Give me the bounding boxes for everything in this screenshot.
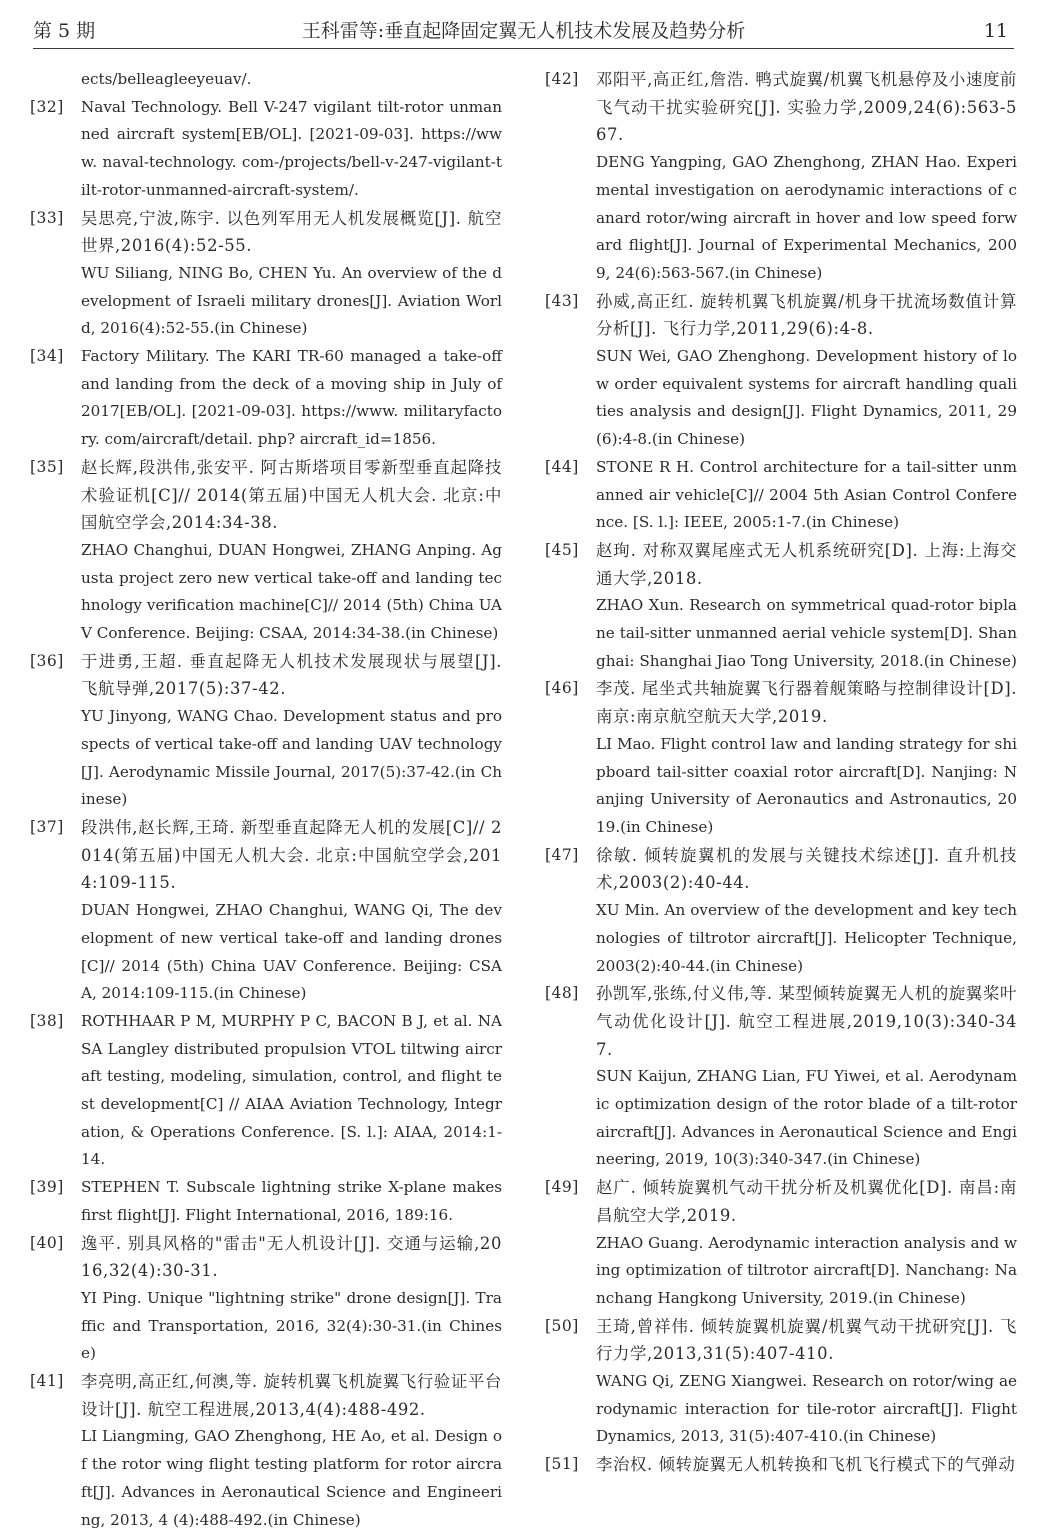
reference-entry: [30, 648, 502, 814]
reference-entry: [30, 454, 502, 648]
reference-number: [43]: [545, 291, 579, 310]
reference-text-chinese: 邓阳平,高正红,詹浩. 鸭式旋翼/机翼飞机悬停及小速度前飞气动干扰实验研究[J]. 实验力学,2009,24(6):563-567.: [596, 70, 1017, 145]
reference-entry: [545, 1451, 1017, 1479]
reference-entry: [545, 537, 1017, 676]
reference-text-english: ZHAO Guang. Aerodynamic interaction analysis and wing optimization of tiltrotor aircraft[D]. Nanchang: Nanchang Hangkong University, 2019.(in Chinese): [596, 1233, 1017, 1307]
reference-number: [35]: [30, 457, 64, 476]
reference-text-english: SUN Wei, GAO Zhenghong. Development history of low order equivalent systems for aircraft handling qualities analysis and design[J]. Flight Dynamics, 2011, 29(6):4-8.(in Chinese): [596, 347, 1017, 449]
running-header: [33, 14, 1014, 49]
reference-text-chinese: 王琦,曾祥伟. 倾转旋翼机旋翼/机翼气动干扰研究[J]. 飞行力学,2013,31(5):407-410.: [596, 1316, 1017, 1364]
reference-entry: [30, 1368, 502, 1534]
reference-text-english: WU Siliang, NING Bo, CHEN Yu. An overview of the development of Israeli military drones[J]. Aviation World, 2016(4):52-55.(in Chinese): [81, 263, 502, 338]
reference-entry: [545, 66, 1017, 288]
reference-entry: [30, 1008, 502, 1174]
page-number: 11: [983, 20, 1008, 42]
reference-number: [37]: [30, 817, 64, 836]
reference-text-english: STONE R H. Control architecture for a tail-sitter unmanned air vehicle[C]// 2004 5th Asian Control Conference. [S. l.]: IEEE, 2005:1-7.(in Chinese): [596, 457, 1017, 532]
reference-text-english: WANG Qi, ZENG Xiangwei. Research on rotor/wing aerodynamic interaction for tile-rotor aircraft[J]. Flight Dynamics, 2013, 31(5):407-410.(in Chinese): [596, 1372, 1017, 1446]
reference-entry: [545, 980, 1017, 1174]
reference-number: [36]: [30, 651, 64, 670]
reference-text-chinese: 李亮明,高正红,何澳,等. 旋转机翼飞机旋翼飞行验证平台设计[J]. 航空工程进展,2013,4(4):488-492.: [81, 1372, 502, 1419]
reference-number: [32]: [30, 97, 64, 116]
reference-entry: [545, 1313, 1017, 1452]
reference-number: [49]: [545, 1178, 579, 1197]
reference-entry: [30, 343, 502, 454]
reference-text-chinese: 赵广. 倾转旋翼机气动干扰分析及机翼优化[D]. 南昌:南昌航空大学,2019.: [596, 1178, 1017, 1225]
reference-entry: [30, 94, 502, 205]
reference-entry: [30, 814, 502, 1008]
reference-text-chinese: 逸平. 别具风格的"雷击"无人机设计[J]. 交通与运输,2016,32(4):30-31.: [81, 1233, 502, 1281]
reference-number: [39]: [30, 1178, 64, 1197]
reference-text-chinese: 孙威,高正红. 旋转机翼飞机旋翼/机身干扰流场数值计算分析[J]. 飞行力学,2011,29(6):4-8.: [596, 291, 1017, 339]
reference-number: [40]: [30, 1233, 64, 1252]
reference-text-english: ZHAO Xun. Research on symmetrical quad-rotor biplane tail-sitter unmanned aerial vehicle system[D]. Shanghai: Shanghai Jiao Tong University, 2018.(in Chinese): [596, 596, 1017, 670]
reference-number: [33]: [30, 208, 64, 227]
reference-text-english: DUAN Hongwei, ZHAO Changhui, WANG Qi, The development of new vertical take-off and landing drones[C]// 2014 (5th) China UAV Conference. Beijing: CSAA, 2014:109-115.(in Chinese): [81, 901, 502, 1003]
reference-continuation-text: ects/belleagleeyeuav/.: [81, 70, 252, 88]
reference-entry: [545, 842, 1017, 981]
issue-label: 第 5 期: [33, 20, 96, 42]
reference-text-chinese: 孙凯军,张练,付义伟,等. 某型倾转旋翼无人机的旋翼桨叶气动优化设计[J]. 航空工程进展,2019,10(3):340-347.: [596, 984, 1017, 1059]
reference-text-english: STEPHEN T. Subscale lightning strike X-plane makes first flight[J]. Flight International, 2016, 189:16.: [81, 1178, 502, 1224]
reference-number: [47]: [545, 845, 579, 864]
reference-text-chinese: 李治权. 倾转旋翼无人机转换和飞机飞行模式下的气弹动: [596, 1455, 1016, 1475]
running-title: 王科雷等:垂直起降固定翼无人机技术发展及趋势分析: [301, 20, 746, 42]
reference-number: [48]: [545, 984, 579, 1003]
reference-text-english: ROTHHAAR P M, MURPHY P C, BACON B J, et al. NASA Langley distributed propulsion VTOL tiltwing aircraft testing, modeling, simulation, control, and flight test development[C] // AIAA Aviation Technology, Integration, & Operations Conference. [S. l.]: AIAA, 2014:1-14.: [81, 1011, 502, 1169]
reference-number: [44]: [545, 457, 579, 476]
reference-text-english: DENG Yangping, GAO Zhenghong, ZHAN Hao. Experimental investigation on aerodynamic interactions of canard rotor/wing aircraft in hover and low speed forward flight[J]. Journal of Experimental Mechanics, 2009, 24(6):563-567.(in Chinese): [596, 153, 1017, 282]
reference-continuation: [30, 66, 502, 94]
reference-number: [46]: [545, 679, 579, 698]
reference-text-english: LI Liangming, GAO Zhenghong, HE Ao, et al. Design of the rotor wing flight testing platform for rotor aircraft[J]. Advances in Aeronautical Science and Engineering, 2013, 4 (4):488-492.(in Chinese): [81, 1427, 502, 1529]
reference-entry: [30, 1230, 502, 1369]
reference-text-chinese: 段洪伟,赵长辉,王琦. 新型垂直起降无人机的发展[C]// 2014(第五届)中国无人机大会. 北京:中国航空学会,2014:109-115.: [81, 817, 502, 893]
reference-text-chinese: 李茂. 尾坐式共轴旋翼飞行器着舰策略与控制律设计[D]. 南京:南京航空航天大学,2019.: [596, 679, 1017, 727]
reference-entry: [30, 1174, 502, 1229]
reference-text-chinese: 于进勇,王超. 垂直起降无人机技术发展现状与展望[J]. 飞航导弹,2017(5):37-42.: [81, 651, 502, 699]
left-column: [30, 66, 502, 1534]
reference-text-english: SUN Kaijun, ZHANG Lian, FU Yiwei, et al. Aerodynamic optimization design of the rotor blade of a tilt-rotor aircraft[J]. Advances in Aeronautical Science and Engineering, 2019, 10(3):340-347.(in Chinese): [596, 1067, 1017, 1169]
reference-text-chinese: 吴思亮,宁波,陈宇. 以色列军用无人机发展概览[J]. 航空世界,2016(4):52-55.: [81, 208, 502, 256]
reference-text-chinese: 赵珣. 对称双翼尾座式无人机系统研究[D]. 上海:上海交通大学,2018.: [596, 540, 1017, 588]
reference-text-english: LI Mao. Flight control law and landing strategy for shipboard tail-sitter coaxial rotor aircraft[D]. Nanjing: Nanjing University of Aeronautics and Astronautics, 2019.(in Chinese): [596, 734, 1017, 836]
reference-text-english: Factory Military. The KARI TR-60 managed a take-off and landing from the deck of a moving ship in July of 2017[EB/OL]. [2021-09-03]. https://www. militaryfactory. com/aircraft/detail. php? aircraft_id=1856.: [81, 347, 502, 449]
reference-entry: [545, 288, 1017, 454]
reference-entry: [30, 205, 502, 344]
reference-text-chinese: 赵长辉,段洪伟,张安平. 阿古斯塔项目零新型垂直起降技术验证机[C]// 2014(第五届)中国无人机大会. 北京:中国航空学会,2014:34-38.: [81, 457, 502, 533]
reference-number: [51]: [545, 1455, 579, 1474]
reference-entry: [545, 1174, 1017, 1313]
reference-number: [45]: [545, 540, 579, 559]
reference-text-english: Naval Technology. Bell V-247 vigilant tilt-rotor unmanned aircraft system[EB/OL]. [2021-09-03]. https://www. naval-technology. com-/projects/bell-v-247-vigilant-tilt-rotor-unmanned-aircraft-system/.: [81, 97, 502, 199]
reference-text-chinese: 徐敏. 倾转旋翼机的发展与关键技术综述[J]. 直升机技术,2003(2):40-44.: [596, 845, 1017, 893]
reference-text-english: YU Jinyong, WANG Chao. Development status and prospects of vertical take-off and landing UAV technology[J]. Aerodynamic Missile Journal, 2017(5):37-42.(in Chinese): [81, 707, 502, 809]
reference-number: [42]: [545, 70, 579, 88]
reference-text-english: ZHAO Changhui, DUAN Hongwei, ZHANG Anping. Agusta project zero new vertical take-off and landing technology verification machine[C]// 2014 (5th) China UAV Conference. Beijing: CSAA, 2014:34-38.(in Chinese): [81, 540, 502, 643]
reference-number: [38]: [30, 1011, 64, 1030]
reference-text-english: XU Min. An overview of the development and key technologies of tiltrotor aircraft[J]. Helicopter Technique, 2003(2):40-44.(in Chinese): [596, 901, 1017, 975]
reference-number: [34]: [30, 347, 64, 366]
reference-text-english: YI Ping. Unique "lightning strike" drone design[J]. Traffic and Transportation, 2016, 32(4):30-31.(in Chinese): [81, 1288, 502, 1363]
reference-number: [50]: [545, 1316, 579, 1335]
right-column: [545, 66, 1017, 1479]
reference-entry: [545, 675, 1017, 841]
reference-number: [41]: [30, 1372, 64, 1391]
reference-entry: [545, 454, 1017, 537]
